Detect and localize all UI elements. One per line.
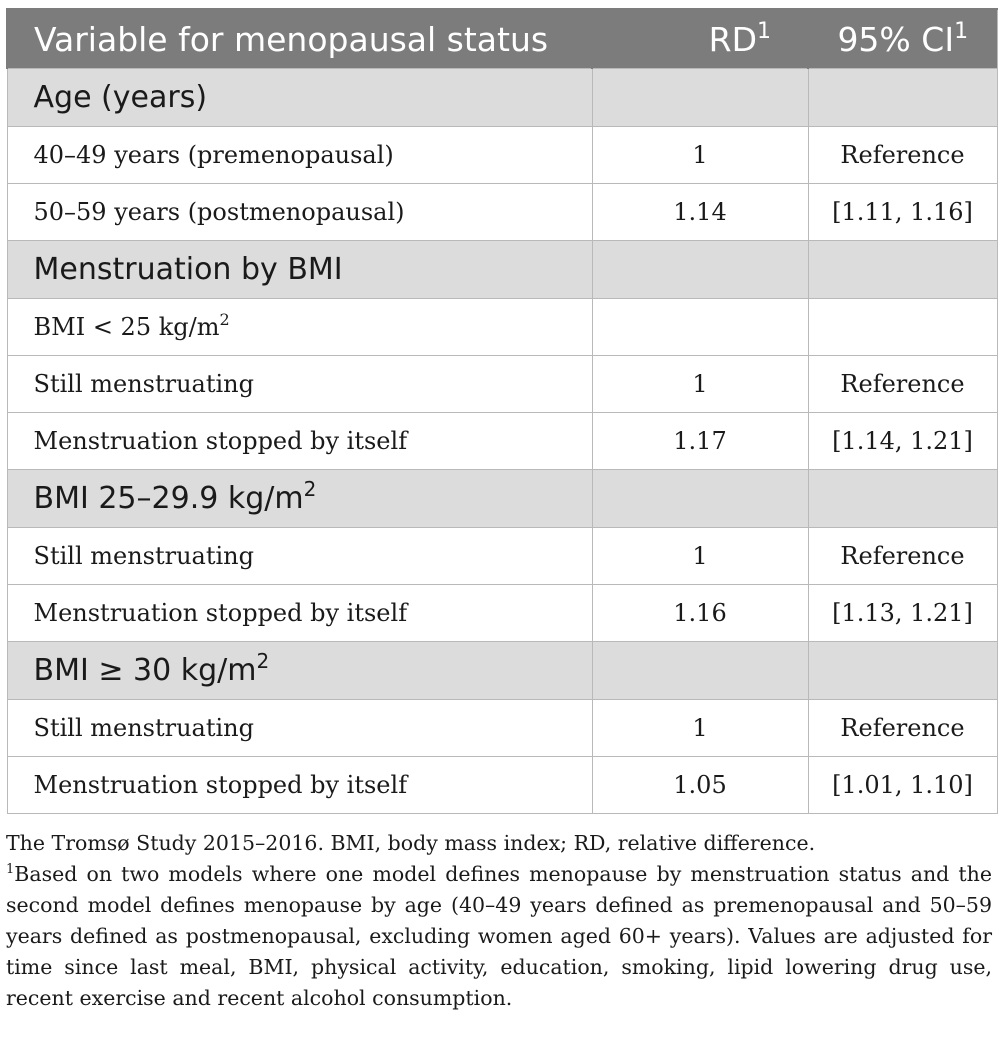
header-ci bbox=[808, 9, 997, 69]
table-row bbox=[7, 585, 997, 642]
variable-cell bbox=[7, 528, 592, 585]
table-figure bbox=[6, 8, 996, 1014]
ci-cell: Reference bbox=[808, 700, 997, 757]
rd-cell: 1.05 bbox=[592, 757, 808, 814]
rd-cell: 1 bbox=[592, 356, 808, 413]
table-notes bbox=[6, 828, 996, 1014]
section-header-row bbox=[7, 470, 997, 528]
ci-cell bbox=[808, 299, 997, 356]
ci-cell bbox=[808, 241, 997, 299]
header-rd-footnote-marker: 1 bbox=[757, 18, 771, 44]
table-row bbox=[7, 757, 997, 814]
rd-cell: 1 bbox=[592, 700, 808, 757]
variable-cell bbox=[7, 585, 592, 642]
table-row bbox=[7, 184, 997, 241]
header-row bbox=[7, 9, 997, 69]
rd-cell bbox=[592, 69, 808, 127]
notes-footnote bbox=[6, 859, 992, 1014]
cell-text: 40–49 years (premenopausal) bbox=[33, 141, 394, 169]
header-ci-text: 95% CI bbox=[837, 19, 955, 59]
section-label-cell bbox=[7, 69, 592, 127]
variable-cell bbox=[7, 356, 592, 413]
cell-text: BMI ≥ 30 kg/m bbox=[33, 653, 257, 688]
variable-cell bbox=[7, 127, 592, 184]
table-row bbox=[7, 299, 997, 356]
cell-text: Menstruation stopped by itself bbox=[33, 771, 408, 799]
ci-cell: [1.01, 1.10] bbox=[808, 757, 997, 814]
section-label-cell bbox=[7, 470, 592, 528]
rd-cell bbox=[592, 241, 808, 299]
header-variable bbox=[7, 9, 592, 69]
rd-cell: 1.16 bbox=[592, 585, 808, 642]
rd-cell: 1.14 bbox=[592, 184, 808, 241]
ci-cell: [1.13, 1.21] bbox=[808, 585, 997, 642]
ci-cell: [1.14, 1.21] bbox=[808, 413, 997, 470]
cell-text: Still menstruating bbox=[33, 714, 254, 742]
ci-cell bbox=[808, 470, 997, 528]
ci-cell: Reference bbox=[808, 127, 997, 184]
section-header-row bbox=[7, 241, 997, 299]
table-body bbox=[7, 69, 997, 814]
header-ci-footnote-marker: 1 bbox=[954, 18, 969, 44]
rd-cell: 1 bbox=[592, 127, 808, 184]
ci-cell: [1.11, 1.16] bbox=[808, 184, 997, 241]
variable-cell bbox=[7, 299, 592, 356]
cell-text: Still menstruating bbox=[33, 542, 254, 570]
rd-cell: 1.17 bbox=[592, 413, 808, 470]
ci-cell: Reference bbox=[808, 528, 997, 585]
cell-text: Menstruation by BMI bbox=[33, 252, 343, 287]
section-header-row bbox=[7, 69, 997, 127]
ci-cell: Reference bbox=[808, 356, 997, 413]
cell-text: BMI 25–29.9 kg/m bbox=[33, 481, 304, 516]
section-label-cell bbox=[7, 642, 592, 700]
header-rd-text: RD bbox=[708, 19, 757, 59]
variable-cell bbox=[7, 413, 592, 470]
table-row bbox=[7, 528, 997, 585]
variable-cell bbox=[7, 700, 592, 757]
rd-cell bbox=[592, 642, 808, 700]
header-rd bbox=[592, 9, 808, 69]
section-label-cell bbox=[7, 241, 592, 299]
ci-cell bbox=[808, 69, 997, 127]
notes-abbreviations: The Tromsø Study 2015–2016. BMI, body mass index; RD, relative difference. bbox=[6, 831, 816, 855]
superscript: 2 bbox=[303, 477, 317, 501]
header-variable-text: Variable for menopausal status bbox=[34, 19, 549, 59]
section-header-row bbox=[7, 642, 997, 700]
variable-cell bbox=[7, 757, 592, 814]
cell-text: Still menstruating bbox=[33, 370, 254, 398]
cell-text: Menstruation stopped by itself bbox=[33, 427, 408, 455]
cell-text: Menstruation stopped by itself bbox=[33, 599, 408, 627]
cell-text: 50–59 years (postmenopausal) bbox=[33, 198, 405, 226]
rd-cell: 1 bbox=[592, 528, 808, 585]
footnote-marker: 1 bbox=[6, 862, 15, 877]
table-row bbox=[7, 413, 997, 470]
table-row bbox=[7, 700, 997, 757]
variable-cell bbox=[7, 184, 592, 241]
cell-text: Age (years) bbox=[33, 80, 208, 115]
results-table bbox=[6, 8, 998, 814]
rd-cell bbox=[592, 299, 808, 356]
ci-cell bbox=[808, 642, 997, 700]
superscript: 2 bbox=[219, 310, 230, 329]
cell-text: BMI < 25 kg/m bbox=[33, 313, 220, 341]
table-row bbox=[7, 356, 997, 413]
footnote-text: Based on two models where one model defines menopause by menstruation status and the second model defines menopause by age (40–49 years defined as premenopausal and 50–59 years defined as postmenopausal, excluding women aged 60+ years). Values are adjusted for time since last meal, BMI, physical activity, education, smoking, lipid lowering drug use, recent exercise and recent alcohol consumption. bbox=[6, 862, 992, 1010]
rd-cell bbox=[592, 470, 808, 528]
superscript: 2 bbox=[256, 649, 270, 673]
table-row bbox=[7, 127, 997, 184]
